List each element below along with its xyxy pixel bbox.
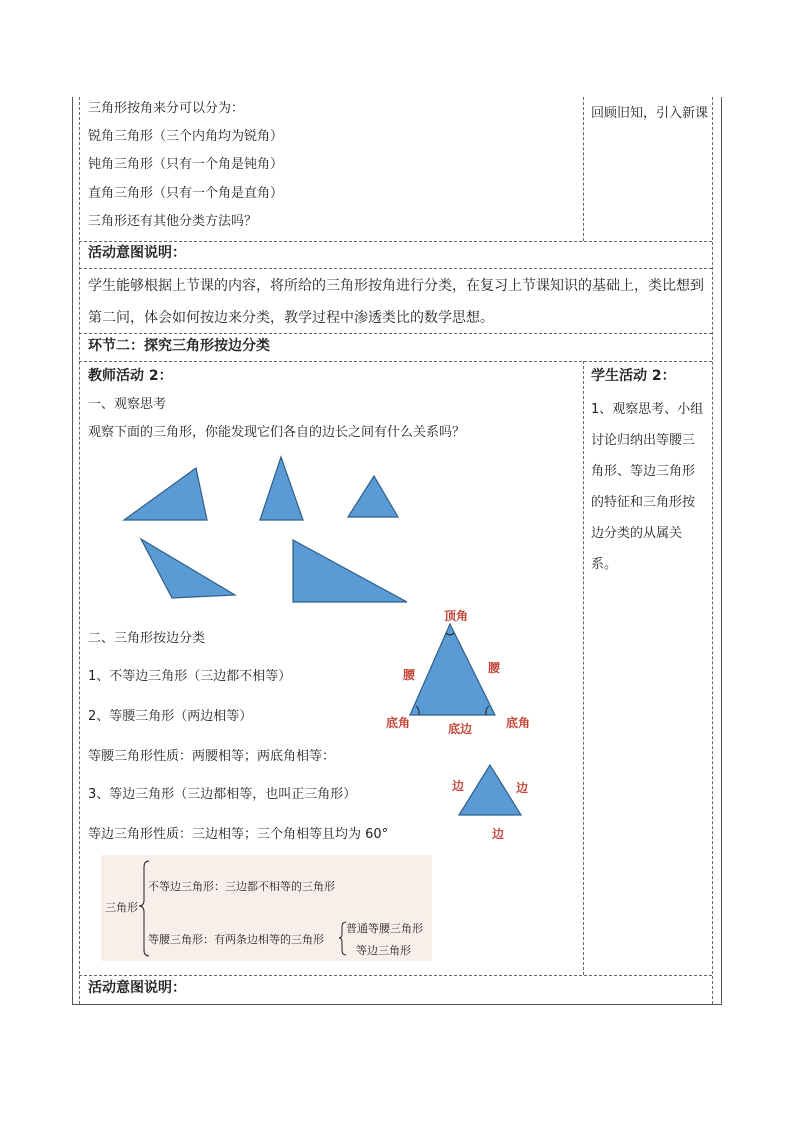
table-inner-right-border [712, 97, 713, 1004]
isosceles-triangle [410, 624, 495, 715]
classification-by-angle-line: 钝角三角形（只有一个角是钝角） [88, 157, 284, 172]
triangle-obtuse [141, 539, 235, 598]
observe-heading: 一、观察思考 [88, 397, 167, 412]
equilateral-triangle [459, 765, 521, 815]
table-right-border [721, 97, 722, 1004]
intent-paragraph: 学生能够根据上节课的内容，将所给的三角形按角进行分类，在复习上节课知识的基础上，类比想到第二问，体会如何按边来分类，教学过程中渗透类比的数学思想。 [88, 278, 704, 326]
student-activity-title: 学生活动 2： [591, 368, 676, 384]
equilateral-right-side-label: 边 [516, 781, 529, 795]
tree-isosceles-branch: 等腰三角形：有两条边相等的三角形 [148, 933, 324, 946]
triangle-acute [124, 468, 207, 520]
equilateral-item: 3、等边三角形（三边都相等，也叫正三角形） [88, 787, 357, 802]
tree-scalene-branch: 不等边三角形：三边都不相等的三角形 [148, 880, 335, 893]
classification-by-angle-line: 三角形按角来分可以分为： [88, 101, 245, 116]
tree-root-label: 三角形 [105, 901, 138, 914]
classification-by-angle-line: 直角三角形（只有一个角是直角） [88, 186, 284, 201]
sub-brace [339, 922, 346, 955]
isosceles-item: 2、等腰三角形（两边相等） [88, 709, 253, 724]
table-left-border [72, 97, 73, 1004]
sample-triangles-figure [110, 452, 420, 612]
column-divider [583, 97, 584, 241]
base-label: 底边 [448, 722, 473, 736]
triangle-right [293, 540, 407, 602]
classification-by-angle-line: 锐角三角形（三个内角均为锐角） [88, 129, 284, 144]
left-base-angle-label: 底角 [386, 716, 411, 730]
classify-heading: 二、三角形按边分类 [88, 631, 206, 646]
equilateral-properties: 等边三角形性质：三边相等；三个角相等且均为 60° [88, 827, 389, 842]
equilateral-bottom-side-label: 边 [492, 827, 505, 841]
teacher-activity-title: 教师活动 2： [88, 368, 173, 384]
classification-by-angle-line: 三角形还有其他分类方法吗？ [88, 214, 258, 229]
triangle-small-isosceles [348, 476, 398, 517]
row-divider [79, 975, 712, 976]
equilateral-left-side-label: 边 [452, 779, 465, 793]
isosceles-properties: 等腰三角形性质：两腰相等；两底角相等： [88, 749, 336, 764]
right-leg-label: 腰 [488, 661, 501, 675]
row-divider [79, 361, 712, 362]
tree-ordinary-isosceles: 普通等腰三角形 [346, 922, 423, 935]
intent-title: 活动意图说明： [88, 245, 186, 261]
left-leg-label: 腰 [403, 668, 416, 682]
triangle-tall-isosceles [260, 457, 303, 520]
table-bottom-border [72, 1004, 722, 1005]
apex-angle-label: 顶角 [444, 609, 469, 623]
column-divider [583, 361, 584, 975]
row-divider [79, 241, 712, 242]
tree-equilateral: 等边三角形 [356, 944, 411, 957]
table-inner-left-border [79, 97, 80, 1004]
review-side-note: 回顾旧知，引入新课 [591, 106, 709, 121]
stage-title: 环节二：探究三角形按边分类 [88, 338, 270, 354]
row-divider [79, 268, 712, 269]
scalene-item: 1、不等边三角形（三边都不相等） [88, 669, 292, 684]
observe-question: 观察下面的三角形，你能发现它们各自的边长之间有什么关系吗？ [88, 425, 466, 440]
student-activity-text: 1、观察思考、小组讨论归纳出等腰三角形、等边三角形的特征和三角形按边分类的从属关系。 [591, 402, 704, 572]
right-base-angle-label: 底角 [506, 716, 531, 730]
intent-title: 活动意图说明： [88, 980, 186, 996]
